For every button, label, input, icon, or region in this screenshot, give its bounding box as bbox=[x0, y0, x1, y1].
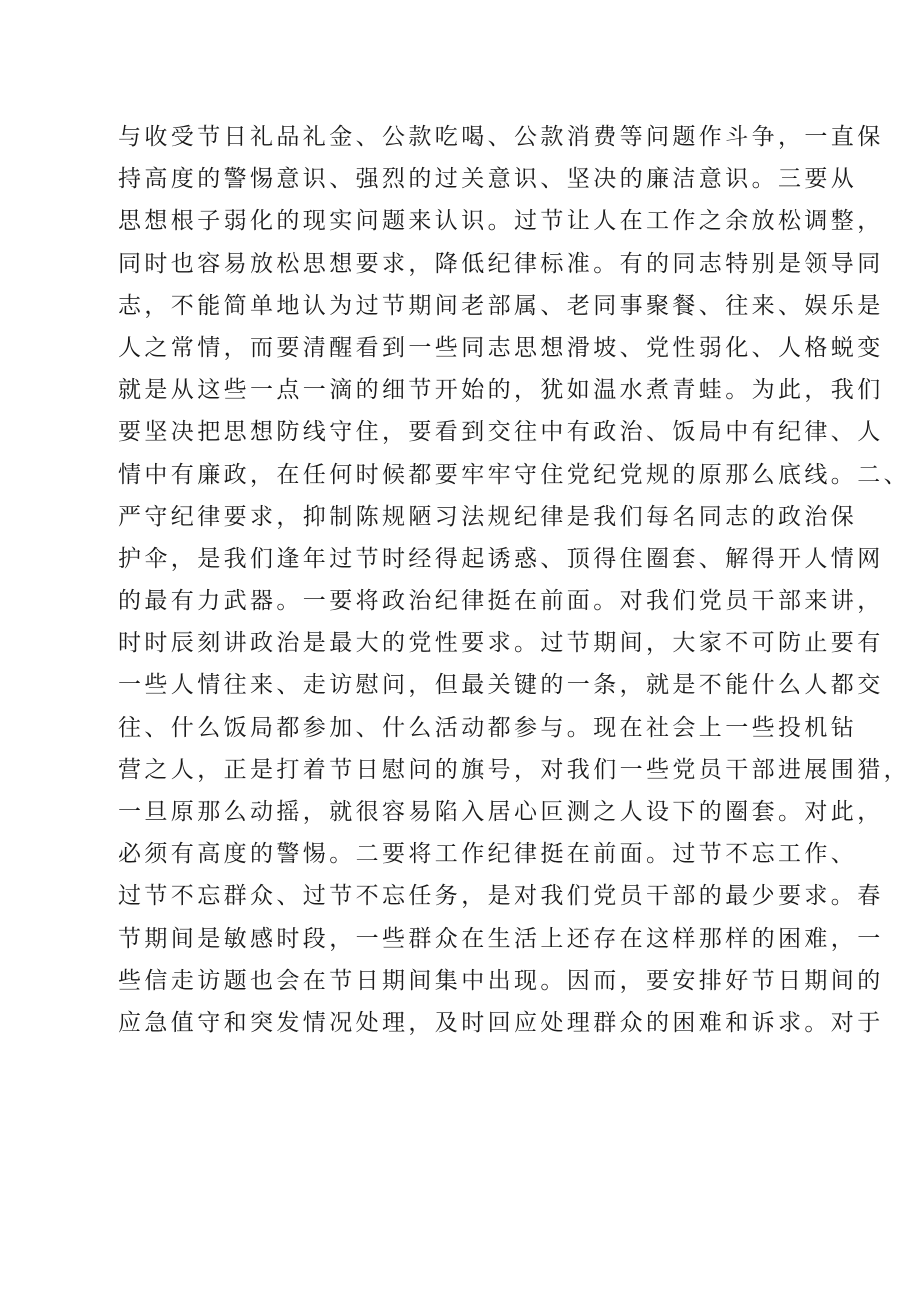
text-line: 思想根子弱化的现实问题来认识。过节让人在工作之余放松调整， bbox=[118, 208, 884, 235]
text-line: 些信走访题也会在节日期间集中出现。因而，要安排好节日期间的 bbox=[118, 967, 884, 994]
text-line: 严守纪律要求，抑制陈规陋习法规纪律是我们每名同志的政治保 bbox=[118, 503, 858, 530]
text-line: 护伞，是我们逢年过节时经得起诱惑、顶得住圈套、解得开人情网 bbox=[118, 545, 884, 572]
text-line: 一些人情往来、走访慰问，但最关键的一条，就是不能什么人都交 bbox=[118, 672, 884, 699]
text-line: 同时也容易放松思想要求，降低纪律标准。有的同志特别是领导同 bbox=[118, 250, 884, 277]
text-line: 的最有力武器。一要将政治纪律挺在前面。对我们党员干部来讲， bbox=[118, 588, 884, 615]
text-line: 往、什么饭局都参加、什么活动都参与。现在社会上一些投机钻 bbox=[118, 714, 858, 741]
text-line: 一旦原那么动摇，就很容易陷入居心叵测之人设下的圈套。对此， bbox=[118, 799, 884, 825]
text-line: 营之人，正是打着节日慰问的旗号，对我们一些党员干部进展围猎， bbox=[118, 756, 910, 783]
text-line: 持高度的警惕意识、强烈的过关意识、坚决的廉洁意识。三要从 bbox=[118, 166, 858, 193]
text-line: 志，不能简单地认为过节期间老部属、老同事聚餐、往来、娱乐是 bbox=[118, 292, 884, 319]
text-line: 应急值守和突发情况处理，及时回应处理群众的困难和诉求。对于 bbox=[118, 1009, 884, 1036]
text-line: 必须有高度的警惕。二要将工作纪律挺在前面。过节不忘工作、 bbox=[118, 841, 858, 868]
text-line: 就是从这些一点一滴的细节开始的，犹如温水煮青蛙。为此，我们 bbox=[118, 377, 884, 404]
body-text bbox=[118, 116, 910, 1044]
text-line: 情中有廉政，在任何时候都要牢牢守住党纪党规的原那么底线。二、 bbox=[118, 461, 910, 488]
text-line: 时时辰刻讲政治是最大的党性要求。过节期间，大家不可防止要有 bbox=[118, 630, 884, 657]
text-line: 过节不忘群众、过节不忘任务，是对我们党员干部的最少要求。春 bbox=[118, 883, 884, 910]
text-line: 人之常情，而要清醒看到一些同志思想滑坡、党性弱化、人格蜕变 bbox=[118, 334, 884, 361]
text-line: 节期间是敏感时段，一些群众在生活上还存在这样那样的困难，一 bbox=[118, 925, 884, 952]
text-line: 与收受节日礼品礼金、公款吃喝、公款消费等问题作斗争，一直保 bbox=[118, 124, 884, 150]
text-line: 要坚决把思想防线守住，要看到交往中有政治、饭局中有纪律、人 bbox=[118, 419, 884, 446]
